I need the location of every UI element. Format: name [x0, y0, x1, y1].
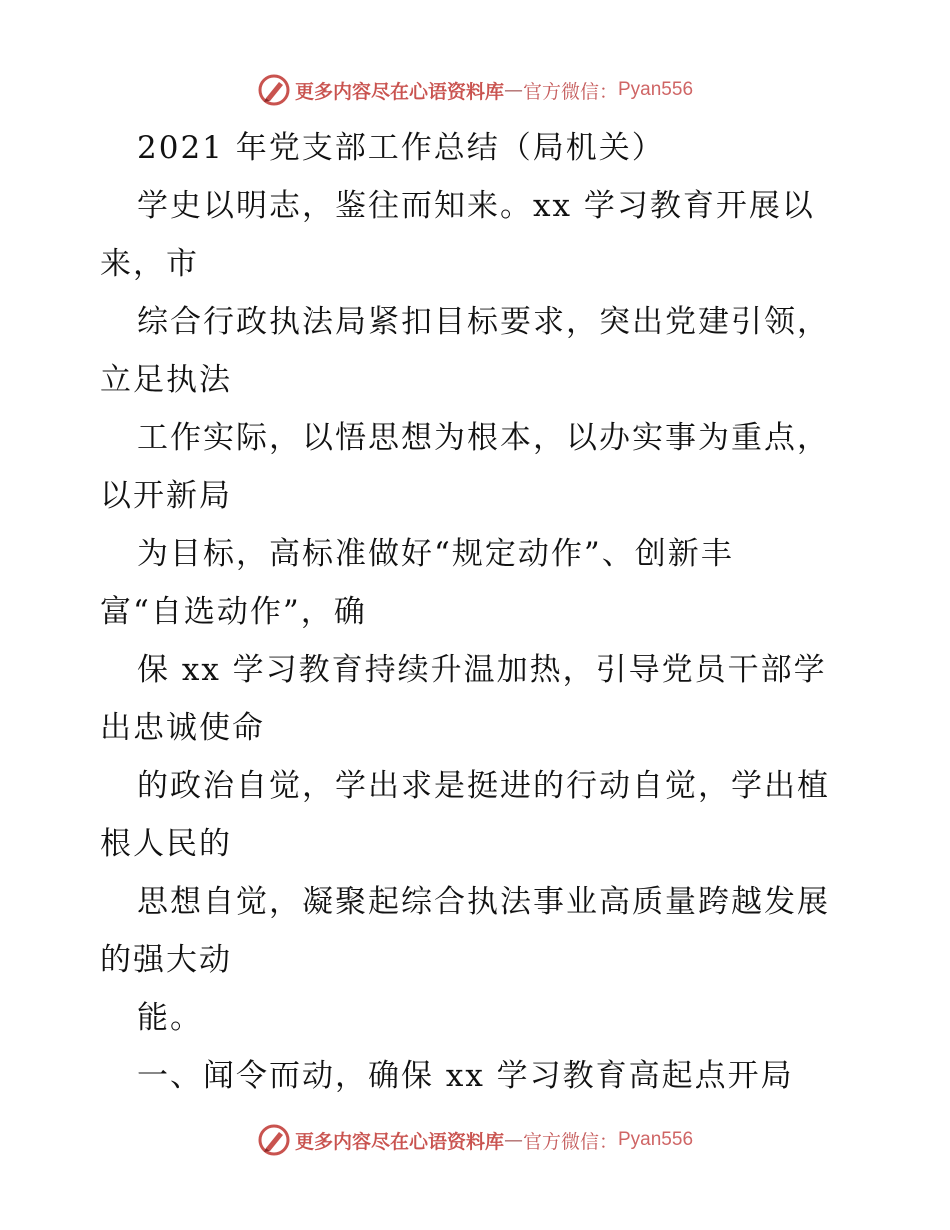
- text-line: 综合行政执法局紧扣目标要求，突出党建引领，: [137, 304, 830, 340]
- text-line: 富“自选动作”，确: [100, 594, 367, 630]
- document-title: 2021 年党支部工作总结（局机关）: [137, 130, 665, 166]
- watermark-contact-label: 官方微信：: [522, 1130, 618, 1153]
- watermark-dash: —: [503, 1129, 523, 1151]
- watermark-id: Pyan556: [618, 79, 694, 100]
- section-heading: 一、闻令而动，确保 xx 学习教育高起点开局: [137, 1058, 794, 1094]
- watermark-main-text: 更多内容尽在心语资料库: [294, 1130, 504, 1153]
- watermark-id: Pyan556: [618, 1129, 694, 1150]
- pen-logo-icon: [257, 1123, 291, 1157]
- text-line: 保 xx 学习教育持续升温加热，引导党员干部学: [137, 652, 827, 688]
- watermark-contact-label: 官方微信：: [522, 80, 618, 103]
- text-line: 学史以明志，鉴往而知来。xx 学习教育开展以: [137, 188, 815, 224]
- text-line: 思想自觉，凝聚起综合执法事业高质量跨越发展: [137, 884, 830, 920]
- text-line: 工作实际，以悟思想为根本，以办实事为重点，: [137, 420, 830, 456]
- text-line: 的强大动: [100, 942, 232, 978]
- watermark-dash: —: [503, 79, 523, 101]
- text-line: 出忠诚使命: [100, 710, 265, 746]
- footer-watermark: [0, 1120, 950, 1160]
- pen-logo-icon: [257, 73, 291, 107]
- text-line: 为目标，高标准做好“规定动作”、创新丰: [137, 536, 734, 572]
- text-line: 的政治自觉，学出求是挺进的行动自觉，学出植: [137, 768, 830, 804]
- text-line: 根人民的: [100, 826, 232, 862]
- watermark-main-text: 更多内容尽在心语资料库: [294, 80, 504, 103]
- text-line: 能。: [137, 1000, 203, 1036]
- text-line: 来，市: [100, 246, 199, 282]
- header-watermark: [0, 70, 950, 110]
- text-line: 立足执法: [100, 362, 232, 398]
- text-line: 以开新局: [100, 478, 232, 514]
